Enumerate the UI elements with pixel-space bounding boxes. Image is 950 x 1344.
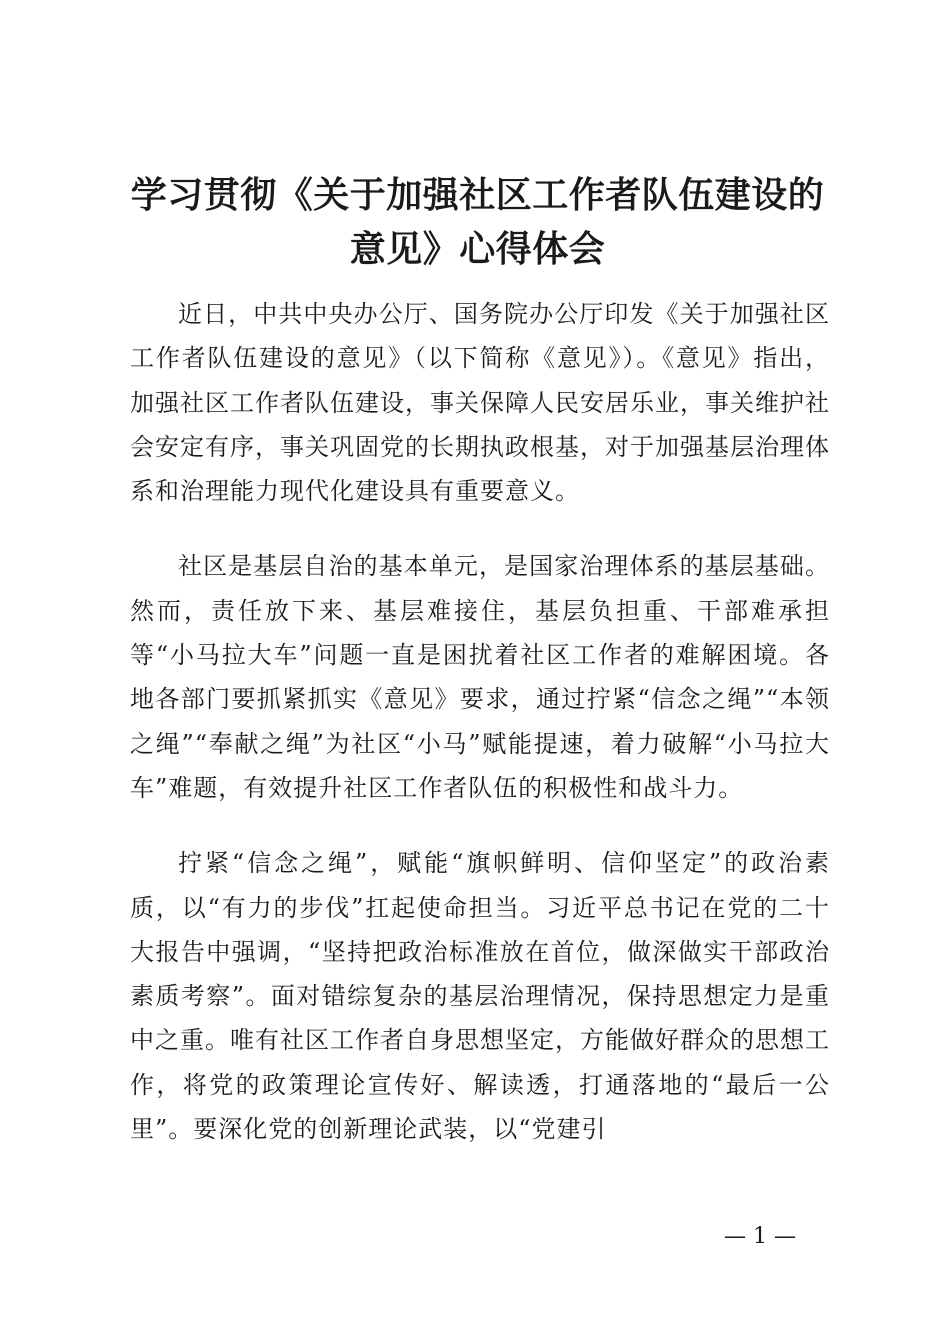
page-number: — 1 — <box>724 1224 796 1249</box>
document-body <box>130 292 830 1182</box>
paragraph-2: 社区是基层自治的基本单元，是国家治理体系的基层基础。然而，责任放下来、基层难接住，基层负担重、干部难承担等“小马拉大车”问题一直是困扰着社区工作者的难解困境。各地各部门要抓紧抓实《意见》要求，通过拧紧“信念之绳”“本领之绳”“奉献之绳”为社区“小马”赋能提速，着力破解“小马拉大车”难题，有效提升社区工作者队伍的积极性和战斗力。 <box>130 552 830 802</box>
paragraph-1: 近日，中共中央办公厅、国务院办公厅印发《关于加强社区工作者队伍建设的意见》（以下简称《意见》）。《意见》指出，加强社区工作者队伍建设，事关保障人民安居乐业，事关维护社会安定有序，事关巩固党的长期执政根基，对于加强基层治理体系和治理能力现代化建设具有重要意义。 <box>130 300 830 506</box>
paragraph-3: 拧紧“信念之绳”，赋能“旗帜鲜明、信仰坚定”的政治素质，以“有力的步伐”扛起使命担当。习近平总书记在党的二十大报告中强调，“坚持把政治标准放在首位，做深做实干部政治素质考察”。面对错综复杂的基层治理情况，保持思想定力是重中之重。唯有社区工作者自身思想坚定，方能做好群众的思想工作，将党的政策理论宣传好、解读透，打通落地的“最后一公里”。要深化党的创新理论武装，以“党建引 <box>130 849 830 1144</box>
document-title: 学习贯彻《关于加强社区工作者队伍建设的意见》心得体会 <box>130 174 825 270</box>
